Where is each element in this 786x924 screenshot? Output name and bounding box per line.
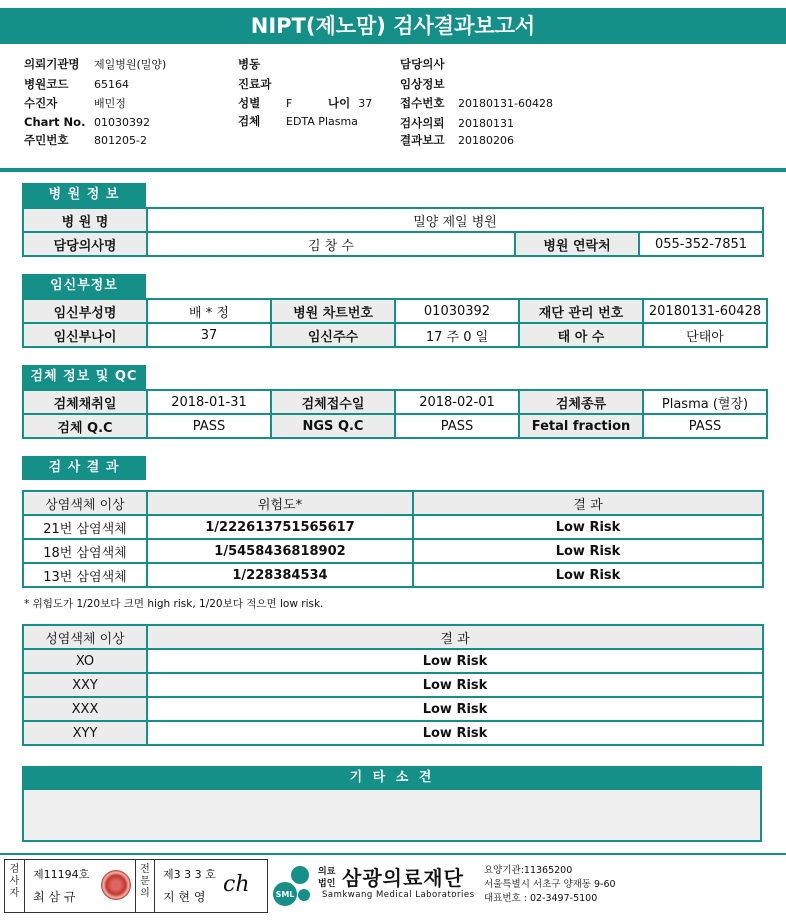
column-header: 결 과 [147, 625, 763, 649]
table-row [23, 515, 763, 539]
info-row [24, 56, 166, 72]
management-number-value: 20180131-60428 [643, 299, 767, 323]
official-seal-icon [101, 870, 131, 900]
table-row [23, 649, 763, 673]
specimen-type-value: Plasma (혈장) [643, 390, 767, 414]
collection-date-value: 2018-01-31 [147, 390, 271, 414]
info-label: 검체 [238, 114, 261, 128]
info-label: 접수번호 [400, 96, 445, 110]
chromosome-name: XYY [23, 721, 147, 745]
column-header: 위험도* [147, 491, 413, 515]
misc-comments-body [22, 790, 762, 842]
result-value: Low Risk [413, 563, 763, 587]
lab-type: 의료 법인 [318, 867, 336, 889]
tester-label: 검사자 [5, 860, 25, 912]
pregnant-age-label: 임신부나이 [23, 323, 147, 347]
fetus-count-value: 단태아 [643, 323, 767, 347]
table-row [23, 563, 763, 587]
receipt-date-value: 2018-02-01 [395, 390, 519, 414]
receipt-date-label: 검체접수일 [271, 390, 395, 414]
doctor-value: 김 창 수 [147, 232, 515, 256]
result-value: Low Risk [413, 515, 763, 539]
info-value: F [286, 97, 293, 110]
risk-value: 1/222613751565617 [147, 515, 413, 539]
ngs-qc-label: NGS Q.C [271, 414, 395, 438]
doctor-label: 담당의사명 [23, 232, 147, 256]
info-value: 20180131-60428 [458, 97, 553, 110]
info-label: 담당의사 [400, 57, 445, 71]
info-value: 배민정 [94, 97, 126, 110]
table-header-row [23, 625, 763, 649]
hospital-name-value: 밀양 제일 병원 [147, 208, 763, 232]
table-row [23, 323, 767, 347]
result-value: Low Risk [413, 539, 763, 563]
specialist-name: 지 현 영 [163, 890, 206, 904]
chromosome-name: XO [23, 649, 147, 673]
pregnant-name-value: 배 * 정 [147, 299, 271, 323]
chromosome-name: XXX [23, 697, 147, 721]
lab-phone: 대표번호 : 02-3497-5100 [484, 893, 598, 904]
tester-name: 최 삼 규 [33, 890, 76, 904]
contact-value: 055-352-7851 [639, 232, 763, 256]
chromosome-name: XXY [23, 673, 147, 697]
lab-institution-code: 요양기관:11365200 [484, 865, 573, 876]
table-row [23, 414, 767, 438]
info-row [238, 95, 292, 111]
specimen-qc-label: 검체 Q.C [23, 414, 147, 438]
info-value: EDTA Plasma [286, 115, 358, 128]
lab-logo-icon [272, 862, 312, 908]
info-row [238, 76, 286, 92]
specimen-table [22, 389, 768, 439]
gestation-weeks-label: 임신주수 [271, 323, 395, 347]
table-row [23, 390, 767, 414]
fetal-fraction-label: Fetal fraction [519, 414, 643, 438]
lab-logo-text: SML [275, 890, 295, 899]
footer-divider [0, 853, 786, 855]
info-row [400, 56, 458, 72]
table-row [23, 208, 763, 232]
lab-english-name: Samkwang Medical Laboratories [322, 890, 475, 900]
sex-chromosome-table [22, 624, 764, 746]
info-value: 제일병원(밀양) [94, 58, 167, 71]
specimen-type-label: 검체종류 [519, 390, 643, 414]
fetus-count-label: 태 아 수 [519, 323, 643, 347]
info-value: 801205-2 [94, 134, 147, 147]
info-row [24, 95, 126, 111]
gestation-weeks-value: 17 주 0 일 [395, 323, 519, 347]
info-label: 병동 [238, 57, 261, 71]
patient-table [22, 298, 768, 348]
info-row [400, 132, 514, 148]
hospital-table [22, 207, 764, 257]
info-label: 성별 [238, 96, 261, 110]
info-label: 병원코드 [24, 77, 69, 91]
result-value: Low Risk [147, 649, 763, 673]
chart-number-value: 01030392 [395, 299, 519, 323]
lab-name: 삼광의료재단 [342, 866, 464, 890]
info-row [238, 113, 358, 129]
info-row [24, 76, 129, 92]
info-label: 결과보고 [400, 133, 445, 147]
table-row [23, 299, 767, 323]
specimen-section-header: 검체 정보 및 QC [22, 365, 146, 389]
lab-street-address: 서울특별시 서초구 양재동 9-60 [484, 879, 616, 890]
column-header: 상염색체 이상 [23, 491, 147, 515]
info-row [24, 115, 150, 129]
table-row [23, 721, 763, 745]
signature-box [4, 859, 268, 913]
info-value: 20180206 [458, 134, 514, 147]
results-section-header: 검 사 결 과 [22, 456, 146, 480]
signature-image: ch [223, 872, 250, 897]
lab-address [484, 864, 616, 906]
info-row [24, 132, 147, 148]
management-number-label: 재단 관리 번호 [519, 299, 643, 323]
contact-label: 병원 연락처 [515, 232, 639, 256]
chromosome-name: 18번 삼염색체 [23, 539, 147, 563]
result-value: Low Risk [147, 697, 763, 721]
info-label: 주민번호 [24, 133, 69, 147]
page-title: NIPT(제노맘) 검사결과보고서 [0, 8, 786, 44]
info-label: 검사의뢰 [400, 116, 445, 130]
patient-section-header: 임신부정보 [22, 274, 146, 298]
fetal-fraction-value: PASS [643, 414, 767, 438]
table-header-row [23, 491, 763, 515]
column-header: 결 과 [413, 491, 763, 515]
autosome-results-table [22, 490, 764, 588]
chromosome-name: 13번 삼염색체 [23, 563, 147, 587]
info-value: 01030392 [94, 116, 150, 129]
lab-branding [272, 860, 782, 910]
column-header: 성염색체 이상 [23, 625, 147, 649]
info-label: 나이 [328, 96, 351, 110]
risk-value: 1/228384534 [147, 563, 413, 587]
misc-comments-header: 기 타 소 견 [22, 766, 762, 790]
table-row [23, 232, 763, 256]
info-row [238, 56, 286, 72]
info-row [400, 115, 514, 131]
info-row [400, 95, 553, 111]
section-divider [0, 168, 786, 172]
risk-value: 1/5458436818902 [147, 539, 413, 563]
chart-number-label: 병원 차트번호 [271, 299, 395, 323]
info-row [400, 76, 458, 92]
chromosome-name: 21번 삼염색체 [23, 515, 147, 539]
info-value: 20180131 [458, 117, 514, 130]
specialist-license: 제3 3 3 호 [163, 868, 216, 881]
info-label: Chart No. [24, 115, 86, 129]
info-label: 수진자 [24, 96, 58, 110]
info-row [328, 95, 372, 111]
specimen-qc-value: PASS [147, 414, 271, 438]
table-row [23, 697, 763, 721]
table-row [23, 539, 763, 563]
result-value: Low Risk [147, 721, 763, 745]
patient-info-block [0, 52, 786, 152]
pregnant-age-value: 37 [147, 323, 271, 347]
table-row [23, 673, 763, 697]
specialist-label: 전문의 [135, 860, 155, 912]
info-label: 의뢰기관명 [24, 57, 80, 71]
risk-footnote: * 위험도가 1/20보다 크면 high risk, 1/20보다 적으면 low risk. [24, 598, 324, 610]
tester-license: 제11194호 [33, 868, 90, 881]
info-value: 65164 [94, 78, 129, 91]
info-label: 진료과 [238, 77, 272, 91]
hospital-name-label: 병 원 명 [23, 208, 147, 232]
collection-date-label: 검체채취일 [23, 390, 147, 414]
hospital-section-header: 병 원 정 보 [22, 183, 146, 207]
info-label: 임상정보 [400, 77, 445, 91]
info-value: 37 [358, 97, 373, 110]
pregnant-name-label: 임신부성명 [23, 299, 147, 323]
result-value: Low Risk [147, 673, 763, 697]
ngs-qc-value: PASS [395, 414, 519, 438]
